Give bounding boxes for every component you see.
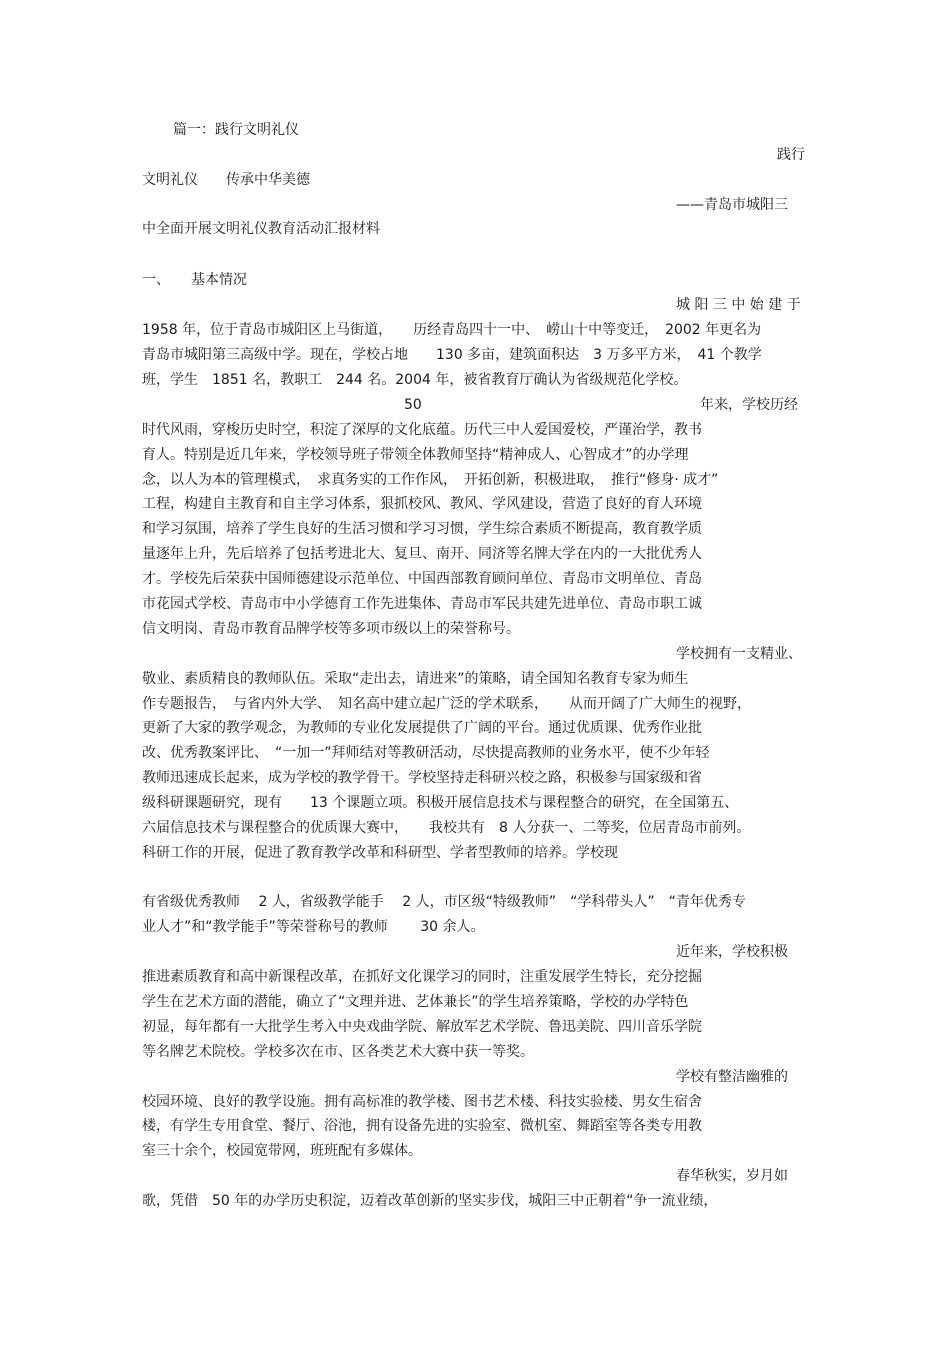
paragraph-line: 1958 年，位于青岛市城阳区上马街道， 历经青岛四十一中、 崂山十中等变迁， 2002 年更名为: [142, 322, 762, 338]
paragraph-line: 楼，有学生专用食堂、餐厅、浴池，拥有设备先进的实验室、微机室、舞蹈室等各类专用教: [142, 1118, 702, 1134]
paragraph-line: 年来，学校历经: [700, 397, 798, 413]
paragraph-line: 科研工作的开展，促进了教育教学改革和科研型、学者型教师的培养。学校现: [142, 845, 618, 861]
subtitle-line: ——青岛市城阳三: [676, 197, 788, 213]
paragraph-line: 室三十余个，校园宽带网，班班配有多媒体。: [142, 1143, 422, 1159]
paragraph-line: 市花园式学校、青岛市中小学德育工作先进集体、青岛市军民共建先进单位、青岛市职工诚: [142, 596, 702, 612]
paragraph-line: 育人。特别是近几年来，学校领导班子带领全体教师坚持“精神成人、心智成才”的办学理: [142, 447, 689, 463]
paragraph-line: 城 阳 三 中 始 建 于: [676, 297, 801, 313]
paragraph-line: 敬业、素质精良的教师队伍。采取“走出去，请进来”的策略，请全国知名教育专家为师生: [142, 671, 689, 687]
paragraph-line: 级科研课题研究，现有 13 个课题立项。积极开展信息技术与课程整合的研究，在全国第五、: [142, 795, 739, 811]
paragraph-line: 时代风雨，穿梭历史时空，积淀了深厚的文化底蕴。历代三中人爱国爱校，严谨治学，教书: [142, 422, 702, 438]
paragraph-line: 更新了大家的教学观念，为教师的专业化发展提供了广阔的平台。通过优质课、优秀作业批: [142, 720, 702, 736]
heading-line: 文明礼仪 传承中华美德: [142, 172, 310, 188]
paragraph-line: 推进素质教育和高中新课程改革，在抓好文化课学习的同时，注重发展学生特长，充分挖掘: [142, 969, 702, 985]
paragraph-line: 校园环境、良好的教学设施。拥有高标准的教学楼、图书艺术楼、科技实验楼、男女生宿舍: [142, 1094, 702, 1110]
subtitle-line: 中全面开展文明礼仪教育活动汇报材料: [142, 221, 380, 237]
paragraph-line: 才。学校先后荣获中国师德建设示范单位、中国西部教育顾问单位、青岛市文明单位、青岛: [142, 571, 702, 587]
paragraph-line: 近年来，学校积极: [676, 944, 788, 960]
paragraph-line: 50: [404, 397, 422, 413]
paragraph-line: 班，学生 1851 名，教职工 244 名。2004 年，被省教育厅确认为省级规范化学校。: [142, 372, 688, 388]
paragraph-line: 初显，每年都有一大批学生考入中央戏曲学院、解放军艺术学院、鲁迅美院、四川音乐学院: [142, 1019, 702, 1035]
paragraph-line: 学校拥有一支精业、: [676, 646, 802, 662]
paragraph-line: 学生在艺术方面的潜能，确立了“文理并进、艺体兼长”的学生培养策略，学校的办学特色: [142, 994, 689, 1010]
paragraph-line: 业人才”和“教学能手”等荣誉称号的教师 30 余人。: [142, 919, 485, 935]
paragraph-line: 教师迅速成长起来，成为学校的教学骨干。学校坚持走科研兴校之路，积极参与国家级和省: [142, 770, 702, 786]
paragraph-line: 工程，构建自主教育和自主学习体系，狠抓校风、教风、学风建设，营造了良好的育人环境: [142, 496, 702, 512]
paragraph-line: 歌，凭借 50 年的办学历史积淀，迈着改革创新的坚实步伐，城阳三中正朝着“争一流业绩，: [142, 1193, 718, 1209]
paragraph-line: 有省级优秀教师 2 人，省级教学能手 2 人，市区级“特级教师” “学科带头人” “青年优秀专: [142, 894, 746, 910]
paragraph-line: 改、优秀教案评比、 “一加一”拜师结对等教研活动，尽快提高教师的业务水平，使不少年轻: [142, 745, 710, 761]
paragraph-line: 作专题报告， 与省内外大学、 知名高中建立起广泛的学术联系， 从而开阔了广大师生的视野，: [142, 696, 751, 712]
paragraph-line: 六届信息技术与课程整合的优质课大赛中， 我校共有 8 人分获一、二等奖，位居青岛市前列。: [142, 820, 751, 836]
section-heading: 一、 基本情况: [142, 272, 247, 288]
paragraph-line: 等名牌艺术院校。学校多次在市、区各类艺术大赛中获一等奖。: [142, 1044, 534, 1060]
heading-line: 践行: [777, 147, 805, 163]
paragraph-line: 念，以人为本的管理模式， 求真务实的工作作风， 开拓创新，积极进取， 推行“修身· 成才”: [142, 472, 719, 488]
article-title: 篇一：践行文明礼仪: [173, 122, 299, 138]
paragraph-line: 春华秋实，岁月如: [676, 1168, 788, 1184]
paragraph-line: 量逐年上升，先后培养了包括考进北大、复旦、南开、同济等名牌大学在内的一大批优秀人: [142, 546, 702, 562]
paragraph-line: 信文明岗、青岛市教育品牌学校等多项市级以上的荣誉称号。: [142, 621, 520, 637]
paragraph-line: 青岛市城阳第三高级中学。现在，学校占地 130 多亩，建筑面积达 3 万多平方米， 41 个教学: [142, 347, 762, 363]
paragraph-line: 学校有整洁幽雅的: [676, 1069, 788, 1085]
paragraph-line: 和学习氛围，培养了学生良好的生活习惯和学习习惯，学生综合素质不断提高，教育教学质: [142, 521, 702, 537]
